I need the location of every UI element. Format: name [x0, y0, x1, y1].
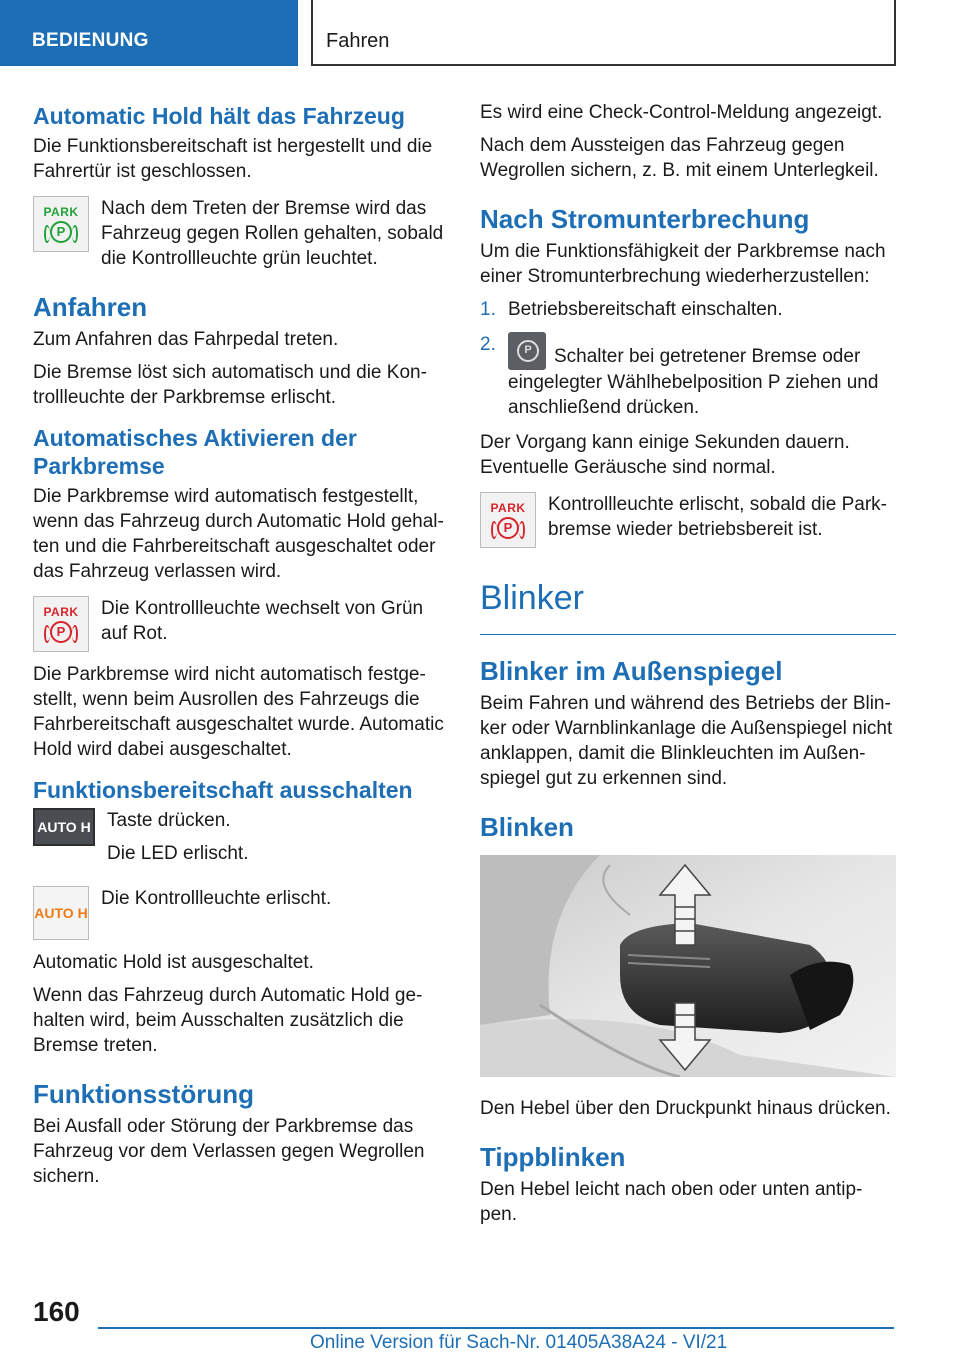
step-text: Schalter bei getretener Bremse oder eingelegter Wählhebelposition P ziehen und anschließend drücken.	[508, 346, 879, 418]
paragraph: Die Parkbremse wird nicht automatisch festge-stellt, wenn beim Ausrollen des Fahrzeugs die Fahrbereitschaft ausgeschaltet wurde. Automatic Hold wird dabei ausgeschaltet.	[33, 664, 444, 760]
note-text: Nach dem Treten der Bremse wird das Fahrzeug gegen Rollen gehalten, sobald die Kontrollleuchte grün leuchtet.	[101, 198, 444, 269]
list-item	[480, 332, 896, 420]
heading-tippblinken: Tippblinken	[480, 1142, 626, 1172]
park-symbol: P	[50, 221, 72, 243]
turn-signal-lever-illustration	[480, 855, 896, 1077]
step-text: Betriebsbereitschaft einschalten.	[508, 299, 783, 320]
note-taste	[33, 808, 451, 874]
figure-caption: Den Hebel über den Druckpunkt hinaus drücken.	[480, 1098, 891, 1119]
note-text	[95, 808, 451, 874]
paragraph: Um die Funktionsfähigkeit der Parkbremse nach einer Stromunterbrechung wiederherzustellen:	[480, 241, 886, 287]
chapter-title: Fahren	[311, 0, 896, 66]
paragraph: Bei Ausfall oder Störung der Parkbremse das Fahrzeug vor dem Verlassen gegen Wegrollen sichern.	[33, 1116, 425, 1187]
step-number: 1.	[480, 299, 496, 320]
step-content	[508, 332, 896, 420]
paragraph: Der Vorgang kann einige Sekunden dauern. Eventuelle Geräusche sind normal.	[480, 432, 850, 478]
park-red-icon	[33, 596, 89, 652]
heading-aktivieren: Automatisches Aktivieren der Parkbremse	[33, 425, 357, 479]
paragraph: Nach dem Aussteigen das Fahrzeug gegen Wegrollen sichern, z. B. mit einem Unterlegkeil.	[480, 135, 879, 181]
paragraph: Beim Fahren und während des Betriebs der Blin-ker oder Warnblinkanlage die Außenspiegel nicht anklappen, damit die Blinkleuchten im Außen-spiegel gut zu erkennen sind.	[480, 693, 893, 789]
park-label: PARK	[43, 604, 79, 619]
note-autohold	[33, 196, 451, 271]
paragraph: Die Bremse löst sich automatisch und die Kon-trollleuchte der Parkbremse erlischt.	[33, 362, 427, 408]
park-green-icon	[33, 196, 89, 252]
parking-brake-switch-icon	[508, 332, 546, 370]
page-header	[0, 0, 960, 66]
paragraph: Wenn das Fahrzeug durch Automatic Hold ge-halten wird, beim Ausschalten zusätzlich die Bremse treten.	[33, 985, 423, 1056]
note-bereit	[480, 492, 896, 548]
note-text: Kontrollleuchte erlischt, sobald die Park-bremse wieder betriebsbereit ist.	[548, 494, 888, 540]
heading-ausschalten: Funktionsbereitschaft ausschalten	[33, 777, 413, 803]
paragraph: Es wird eine Check-Control-Meldung angezeigt.	[480, 102, 883, 123]
heading-automatic-hold: Automatic Hold hält das Fahrzeug	[33, 103, 405, 129]
heading-anfahren: Anfahren	[33, 292, 148, 322]
paragraph: Zum Anfahren das Fahrpedal treten.	[33, 329, 339, 350]
steps-list	[480, 297, 896, 420]
page-number: 160	[33, 1296, 80, 1327]
heading-stromunterbrechung: Nach Stromunterbrechung	[480, 204, 810, 234]
left-column	[33, 100, 451, 1197]
heading-blinken: Blinken	[480, 812, 574, 842]
right-column	[480, 100, 896, 1235]
auto-h-button-icon: AUTO H	[33, 808, 95, 846]
note-rot	[33, 596, 451, 652]
heading-blinker: Blinker	[480, 578, 896, 635]
park-symbol: P	[50, 621, 72, 643]
paragraph: Den Hebel leicht nach oben oder unten antip-pen.	[480, 1179, 863, 1225]
section-tab: BEDIENUNG	[0, 0, 298, 66]
paragraph: Die Parkbremse wird automatisch festgestellt, wenn das Fahrzeug durch Automatic Hold gehal-ten und die Fahrbereitschaft ausgeschaltet oder das Fahrzeug verlassen wird.	[33, 486, 444, 582]
park-red-icon	[480, 492, 536, 548]
paragraph: Die LED erlischt.	[107, 843, 249, 864]
note-text: Die Kontrollleuchte erlischt.	[101, 888, 332, 909]
step-number: 2.	[480, 334, 496, 355]
footer-divider	[98, 1327, 894, 1329]
note-erlischt	[33, 886, 451, 940]
paragraph: Automatic Hold ist ausgeschaltet.	[33, 952, 314, 973]
paragraph: Die Funktionsbereitschaft ist hergestellt und die Fahrertür ist geschlossen.	[33, 136, 433, 182]
paragraph: Taste drücken.	[107, 810, 231, 831]
park-label: PARK	[43, 204, 79, 219]
note-text: Die Kontrollleuchte wechselt von Grün auf Rot.	[101, 598, 424, 644]
auto-h-indicator-icon: AUTO H	[33, 886, 89, 940]
heading-aussenspiegel: Blinker im Außenspiegel	[480, 656, 783, 686]
heading-stoerung: Funktionsstörung	[33, 1079, 254, 1109]
park-symbol: P	[497, 517, 519, 539]
park-label: PARK	[490, 500, 526, 515]
list-item	[480, 297, 896, 322]
footer-version: Online Version für Sach-Nr. 01405A38A24 - VI/21	[310, 1332, 728, 1353]
